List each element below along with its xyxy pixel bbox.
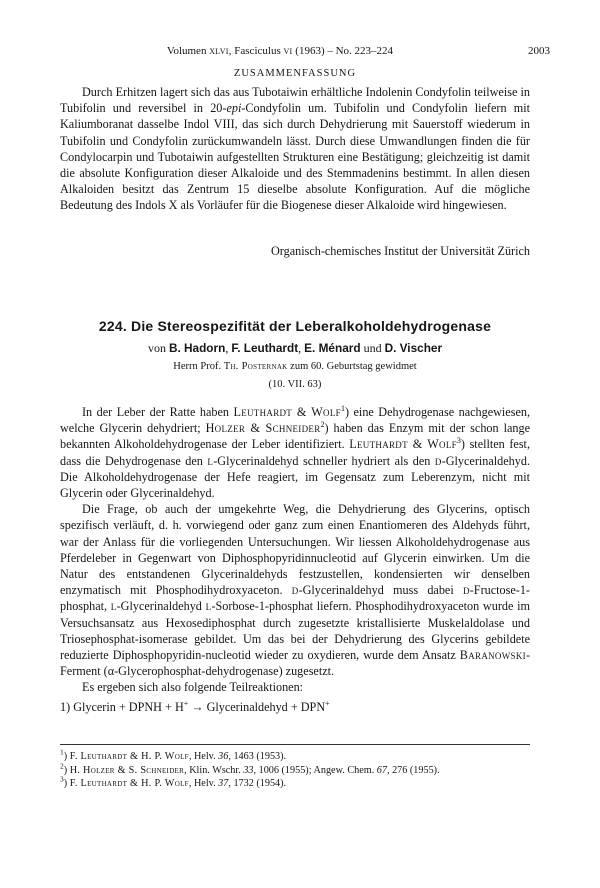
footnote-ref[interactable]: 1 bbox=[340, 403, 345, 413]
footnote-3: $^3$) F. Leuthardt & H. P. Wolf, Helv. 37, 1732 (1954). bbox=[60, 774, 287, 789]
volume-number: xlvi bbox=[209, 45, 229, 57]
page-number: 2003 bbox=[528, 45, 550, 57]
received-date: (10. VII. 63) bbox=[268, 379, 322, 390]
author-line: von B. Hadorn, F. Leuthardt, E. Ménard und D. Vischer bbox=[147, 341, 443, 355]
footnote-ref[interactable]: 3 bbox=[456, 436, 461, 446]
footnote-ref[interactable]: 2 bbox=[320, 420, 325, 430]
summary-heading: ZUSAMMENFASSUNG bbox=[233, 68, 357, 79]
summary-paragraph: Durch Erhitzen lagert sich das aus Tubotaiwin erhältliche Indolenin Condyfolin teilweise in Tubifolin und reversibel in 20-epi-Condyfolin um. Tubifolin und Condyfolin liefern mit Kaliumboranat dasselbe Indol VIII, das sich durch Dehydrierung mit Sauerstoff wiederum in Tubifolin und Condyfolin zurückumwandeln lässt. Durch diese Umwandlungen finden die für Condylocarpin und Tubotaiwin aufgestellten Strukturen eine Bestätigung; gleichzeitig ist damit die absolute Konfiguration dieser Alkaloide und des Stemmadenins bestimmt. In allen diesen Alkaloiden besitzt das Zentrum 15 dieselbe absolute Konfiguration. Auf die mögliche Bedeutung des Indols X als Vorläufer für die Biogenese dieser Alkaloide wird hingewiesen. bbox=[60, 85, 530, 213]
fasciculus-number: vi bbox=[283, 45, 293, 57]
footnote-1: $^1$) F. Leuthardt & H. P. Wolf, Helv. 36, 1463 (1953). bbox=[60, 747, 287, 762]
footnote-2: $^2$) H. Holzer & S. Schneider, Klin. Wschr. 33, 1006 (1955); Angew. Chem. 67, 276 (1955). bbox=[60, 761, 440, 776]
footnote-divider bbox=[60, 744, 530, 745]
article-title: 224. Die Stereospezifität der Leberalkoholdehydrogenase bbox=[98, 318, 492, 334]
author: E. Ménard bbox=[304, 341, 361, 355]
dedication: Herrn Prof. Th. Posternak zum 60. Geburtstag gewidmet bbox=[173, 361, 417, 372]
affiliation: Organisch-chemisches Institut der Universität Zürich bbox=[270, 244, 530, 258]
paragraph-3: Es ergeben sich also folgende Teilreaktionen: bbox=[82, 680, 304, 695]
paragraph-1: In der Leber der Ratte haben Leuthardt & Wolf$^1$) eine Dehydrogenase nachgewiesen, welche Glycerin dehydriert; Holzer & Schneider$^2$) haben das Enzym mit der schon lange bekannten Alkoholdehydrogenase der Leber identifiziert. Leuthardt & Wolf$^3$) stellten fest, dass die Dehydrogenase den l-Glycerinaldehyd schneller hydriert als den d-Glycerinaldehyd. Die Alkoholdehydrogenase der Hefe reagiert, im Gegensatz zum Leberenzym, nicht mit Glycerin oder Glycerinaldehyd. bbox=[60, 403, 531, 501]
journal-citation: Volumen xlvi, Fasciculus vi (1963) – No. 223–224 bbox=[166, 45, 394, 57]
paragraph-2: Die Frage, ob auch der umgekehrte Weg, die Dehydrierung des Glycerins, optisch spezifisch verläuft, d. h. vorwiegend oder ganz zum einen Enantiomeren des Aldehyds führt, war der Anlass für die vorliegenden Untersuchungen. Wir liessen Alkoholdehydrogenase aus Pferdeleber in Gegenwart von Diphosphopyridinnucleotid auf Glycerin einwirken. Um die Natur des entstandenen Glycerinaldehyds festzustellen, kondensierten wir denselben enzymatisch mit Phosphodihydroxyaceton. d-Glycerinaldehyd muss dabei d-Fructose-1-phosphat, l-Glycerinaldehyd l-Sorbose-1-phosphat liefern. Phosphodihydroxyaceton wurde im Versuchsansatz aus Hexosediphosphat durch zugesetzte kristallisierte Muskelaldolase und Triosephosphat-isomerase gebildet. Um das bei der Dehydrierung des Glycerins gebildete reduzierte Diphosphopyridin-nucleotid wieder zu oxydieren, wurde dem Ansatz Baranowski-Ferment (α-Glycerophosphat-dehydrogenase) zugesetzt. bbox=[60, 502, 530, 679]
author: F. Leuthardt bbox=[231, 341, 299, 355]
article-body bbox=[60, 404, 530, 715]
author: B. Hadorn bbox=[168, 341, 226, 355]
footnotes bbox=[60, 747, 530, 791]
reaction-equation-1: 1) Glycerin + DPNH + H+ → Glycerinaldehyd + DPN+ bbox=[60, 698, 330, 714]
author: D. Vischer bbox=[384, 341, 443, 355]
